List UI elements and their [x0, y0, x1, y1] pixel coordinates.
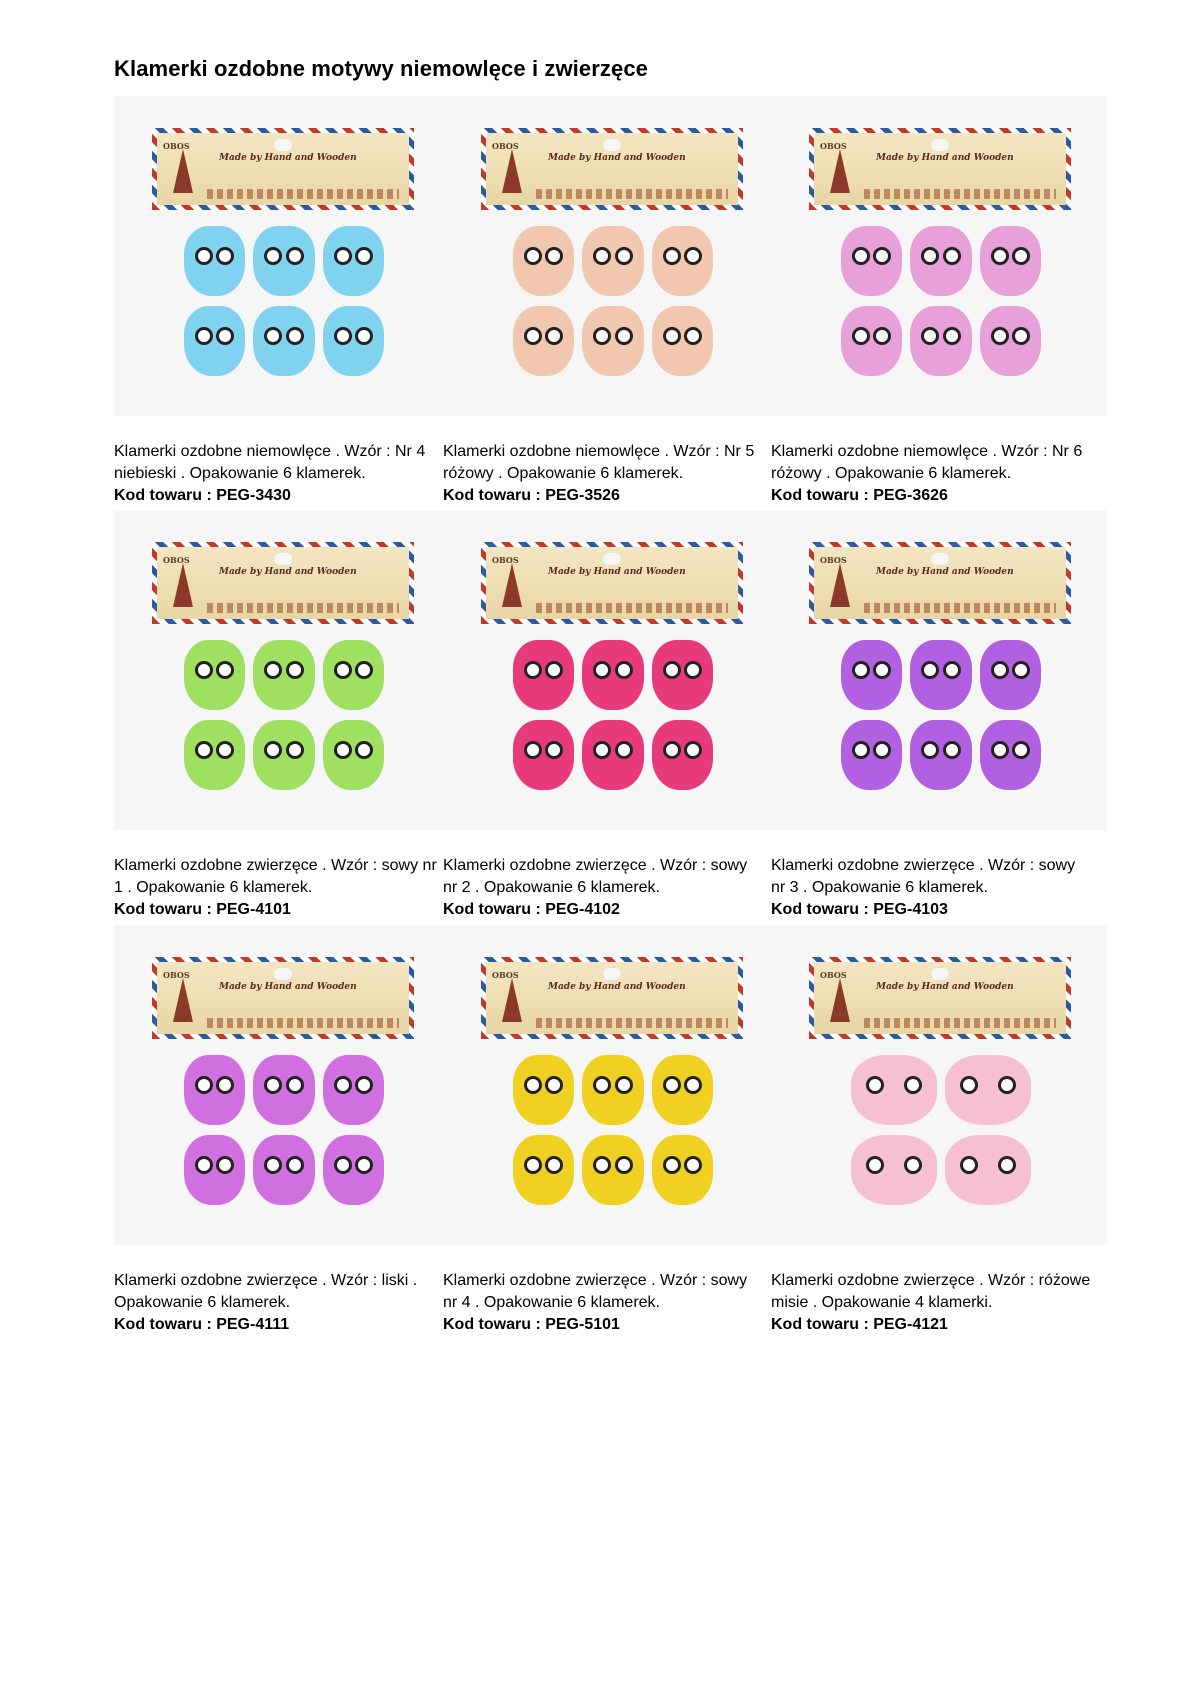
packaging-card [152, 957, 414, 1039]
packaging-script: Made by Hand and Wooden [876, 567, 1014, 577]
product-photo [771, 96, 1107, 416]
product-code: Kod towaru : PEG-4103 [771, 901, 948, 918]
brand-label: OBOS [492, 141, 519, 151]
hang-hole [603, 553, 621, 565]
clothespin-figure [513, 720, 574, 790]
product-description-line-1: Klamerki ozdobne zwierzęce . Wzór : sowy [771, 857, 1076, 874]
brand-label: OBOS [820, 555, 847, 565]
clothespin-figure [253, 640, 314, 710]
product-caption [114, 441, 450, 507]
clothespin-figure [513, 226, 574, 296]
clothespin-figure [323, 1055, 384, 1125]
product-photo [443, 96, 779, 416]
clothespin-group [513, 226, 713, 376]
product-photo [771, 510, 1107, 830]
product-description-line-1: Klamerki ozdobne zwierzęce . Wzór : sowy [443, 1272, 748, 1289]
clothespin-figure [582, 640, 643, 710]
eiffel-tower-icon [173, 149, 193, 193]
packaging-card [809, 957, 1071, 1039]
brand-label: OBOS [820, 141, 847, 151]
packaging-script: Made by Hand and Wooden [876, 153, 1014, 163]
product-caption [443, 441, 779, 507]
clothespin-figure [323, 306, 384, 376]
eiffel-tower-icon [502, 978, 522, 1022]
skyline-graphic [536, 603, 728, 613]
packaging-script: Made by Hand and Wooden [548, 982, 686, 992]
packaging-card [481, 957, 743, 1039]
clothespin-figure [652, 306, 713, 376]
clothespin-figure [652, 1135, 713, 1205]
skyline-graphic [207, 189, 399, 199]
packaging-script: Made by Hand and Wooden [876, 982, 1014, 992]
eiffel-tower-icon [502, 563, 522, 607]
clothespin-figure [841, 640, 902, 710]
clothespin-figure [582, 1055, 643, 1125]
clothespin-group [513, 640, 713, 790]
hang-hole [603, 968, 621, 980]
clothespin-figure [841, 226, 902, 296]
clothespin-figure [980, 306, 1041, 376]
clothespin-figure [652, 720, 713, 790]
clothespin-figure [323, 720, 384, 790]
product-caption [771, 855, 1107, 921]
clothespin-group [184, 1055, 384, 1205]
packaging-script: Made by Hand and Wooden [548, 153, 686, 163]
packaging-card [809, 128, 1071, 210]
clothespin-figure [851, 1055, 937, 1125]
brand-label: OBOS [163, 970, 190, 980]
clothespin-figure [582, 306, 643, 376]
skyline-graphic [536, 1018, 728, 1028]
product-caption [443, 1270, 779, 1336]
product-description-line-1: Klamerki ozdobne zwierzęce . Wzór : sowy nr [114, 857, 437, 874]
brand-label: OBOS [163, 555, 190, 565]
product-description-line-1: Klamerki ozdobne niemowlęce . Wzór : Nr 5 [443, 443, 755, 460]
clothespin-figure [582, 720, 643, 790]
eiffel-tower-icon [830, 978, 850, 1022]
clothespin-figure [980, 720, 1041, 790]
eiffel-tower-icon [830, 563, 850, 607]
skyline-graphic [864, 189, 1056, 199]
clothespin-figure [980, 226, 1041, 296]
product-description-line-1: Klamerki ozdobne niemowlęce . Wzór : Nr 6 [771, 443, 1083, 460]
hang-hole [603, 139, 621, 151]
clothespin-group [851, 1055, 1031, 1205]
clothespin-figure [184, 640, 245, 710]
clothespin-figure [910, 226, 971, 296]
skyline-graphic [207, 1018, 399, 1028]
product-code: Kod towaru : PEG-4101 [114, 901, 291, 918]
clothespin-figure [513, 640, 574, 710]
product-description-line-2: nr 4 . Opakowanie 6 klamerek. [443, 1294, 660, 1311]
clothespin-group [184, 640, 384, 790]
packaging-card [152, 128, 414, 210]
brand-label: OBOS [820, 970, 847, 980]
clothespin-figure [652, 640, 713, 710]
hang-hole [931, 968, 949, 980]
clothespin-group [184, 226, 384, 376]
clothespin-figure [323, 640, 384, 710]
packaging-script: Made by Hand and Wooden [548, 567, 686, 577]
clothespin-figure [945, 1055, 1031, 1125]
clothespin-figure [323, 1135, 384, 1205]
product-description-line-2: niebieski . Opakowanie 6 klamerek. [114, 465, 366, 482]
clothespin-figure [253, 226, 314, 296]
packaging-card [809, 542, 1071, 624]
clothespin-figure [184, 1055, 245, 1125]
product-description-line-2: różowy . Opakowanie 6 klamerek. [771, 465, 1012, 482]
product-caption [114, 1270, 450, 1336]
product-photo [114, 96, 450, 416]
hang-hole [274, 139, 292, 151]
product-description-line-2: różowy . Opakowanie 6 klamerek. [443, 465, 684, 482]
product-code: Kod towaru : PEG-5101 [443, 1316, 620, 1333]
packaging-script: Made by Hand and Wooden [219, 153, 357, 163]
product-photo [114, 925, 450, 1245]
product-description-line-2: nr 3 . Opakowanie 6 klamerek. [771, 879, 988, 896]
clothespin-figure [184, 226, 245, 296]
clothespin-group [841, 226, 1041, 376]
packaging-script: Made by Hand and Wooden [219, 567, 357, 577]
clothespin-figure [513, 306, 574, 376]
clothespin-figure [184, 1135, 245, 1205]
clothespin-group [513, 1055, 713, 1205]
product-caption [443, 855, 779, 921]
product-description-line-2: Opakowanie 6 klamerek. [114, 1294, 291, 1311]
clothespin-figure [910, 306, 971, 376]
clothespin-figure [253, 720, 314, 790]
product-caption [771, 1270, 1107, 1336]
clothespin-figure [253, 1135, 314, 1205]
clothespin-figure [513, 1055, 574, 1125]
hang-hole [274, 968, 292, 980]
clothespin-figure [910, 720, 971, 790]
eiffel-tower-icon [173, 563, 193, 607]
hang-hole [931, 139, 949, 151]
clothespin-figure [652, 1055, 713, 1125]
packaging-card [481, 542, 743, 624]
product-caption [771, 441, 1107, 507]
eiffel-tower-icon [830, 149, 850, 193]
product-photo [443, 510, 779, 830]
clothespin-figure [980, 640, 1041, 710]
clothespin-figure [652, 226, 713, 296]
page-title: Klamerki ozdobne motywy niemowlęce i zwierzęce [114, 56, 648, 81]
product-description-line-1: Klamerki ozdobne niemowlęce . Wzór : Nr 4 [114, 443, 426, 460]
hang-hole [274, 553, 292, 565]
clothespin-figure [582, 226, 643, 296]
product-photo [771, 925, 1107, 1245]
clothespin-figure [841, 306, 902, 376]
eiffel-tower-icon [173, 978, 193, 1022]
clothespin-figure [323, 226, 384, 296]
product-photo [114, 510, 450, 830]
product-description-line-2: 1 . Opakowanie 6 klamerek. [114, 879, 313, 896]
product-code: Kod towaru : PEG-4121 [771, 1316, 948, 1333]
clothespin-figure [582, 1135, 643, 1205]
clothespin-figure [253, 306, 314, 376]
clothespin-figure [910, 640, 971, 710]
clothespin-figure [184, 720, 245, 790]
packaging-card [152, 542, 414, 624]
clothespin-figure [851, 1135, 937, 1205]
skyline-graphic [864, 603, 1056, 613]
brand-label: OBOS [492, 970, 519, 980]
packaging-card [481, 128, 743, 210]
clothespin-figure [841, 720, 902, 790]
product-description-line-2: misie . Opakowanie 4 klamerki. [771, 1294, 993, 1311]
product-description-line-2: nr 2 . Opakowanie 6 klamerek. [443, 879, 660, 896]
clothespin-figure [184, 306, 245, 376]
skyline-graphic [207, 603, 399, 613]
clothespin-figure [945, 1135, 1031, 1205]
skyline-graphic [536, 189, 728, 199]
product-description-line-1: Klamerki ozdobne zwierzęce . Wzór : sowy [443, 857, 748, 874]
product-description-line-1: Klamerki ozdobne zwierzęce . Wzór : liski . [114, 1272, 418, 1289]
brand-label: OBOS [163, 141, 190, 151]
clothespin-group [841, 640, 1041, 790]
clothespin-figure [513, 1135, 574, 1205]
product-caption [114, 855, 450, 921]
product-code: Kod towaru : PEG-4102 [443, 901, 620, 918]
product-code: Kod towaru : PEG-3626 [771, 487, 948, 504]
product-code: Kod towaru : PEG-3526 [443, 487, 620, 504]
eiffel-tower-icon [502, 149, 522, 193]
product-code: Kod towaru : PEG-3430 [114, 487, 291, 504]
product-description-line-1: Klamerki ozdobne zwierzęce . Wzór : różowe [771, 1272, 1091, 1289]
brand-label: OBOS [492, 555, 519, 565]
product-code: Kod towaru : PEG-4111 [114, 1316, 290, 1333]
product-photo [443, 925, 779, 1245]
hang-hole [931, 553, 949, 565]
clothespin-figure [253, 1055, 314, 1125]
packaging-script: Made by Hand and Wooden [219, 982, 357, 992]
skyline-graphic [864, 1018, 1056, 1028]
